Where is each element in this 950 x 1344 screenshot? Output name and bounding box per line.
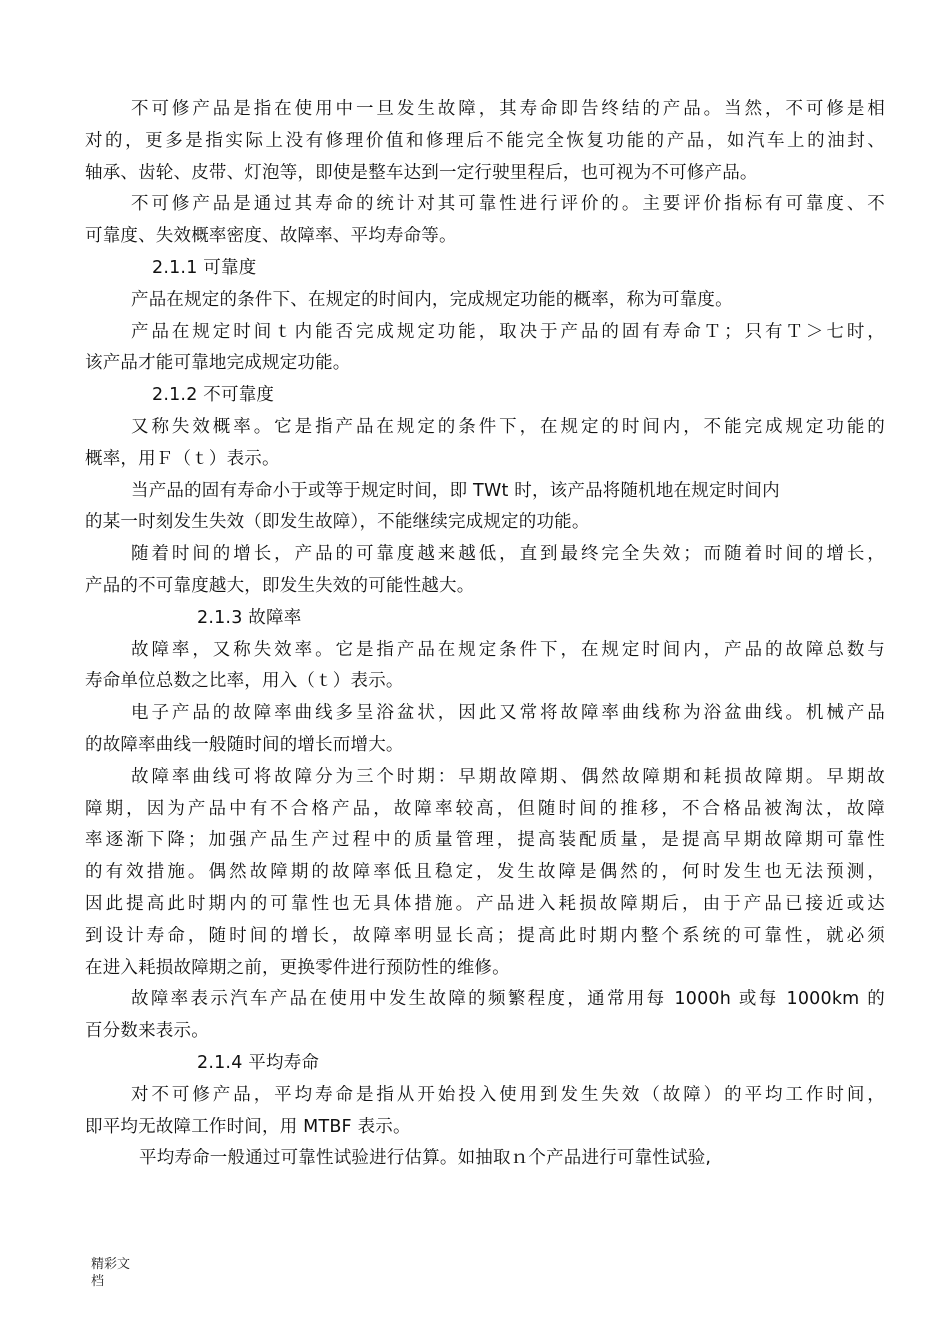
section-heading-2-1-2: 2.1.2 不可靠度 — [152, 385, 275, 406]
page-footer — [91, 1256, 130, 1290]
text-line: 故障率曲线可将故障分为三个时期：早期故障期、偶然故障期和耗损故障期。早期故 — [131, 766, 885, 787]
text-line: 障期，因为产品中有不合格产品，故障率较高，但随时间的推移，不合格品被淘汰，故障 — [85, 798, 885, 819]
text-line: 概率，用Ｆ（ｔ）表示。 — [85, 448, 280, 469]
text-line: 产品的不可靠度越大，即发生失效的可能性越大。 — [85, 575, 475, 596]
text-line: 对不可修产品，平均寿命是指从开始投入使用到发生失效（故障）的平均工作时间， — [131, 1084, 885, 1105]
text-line: 故障率，又称失效率。它是指产品在规定条件下，在规定时间内，产品的故障总数与 — [131, 639, 885, 660]
text-line: 产品在规定时间ｔ内能否完成规定功能，取决于产品的固有寿命Ｔ；只有Ｔ＞七时， — [131, 321, 885, 342]
text-line: 不可修产品是指在使用中一旦发生故障，其寿命即告终结的产品。当然，不可修是相 — [131, 99, 885, 119]
text-line: 产品在规定的条件下、在规定的时间内，完成规定功能的概率，称为可靠度。 — [131, 289, 733, 310]
text-line: 因此提高此时期内的可靠性也无具体措施。产品进入耗损故障期后，由于产品已接近或达 — [85, 893, 885, 914]
text-line: 当产品的固有寿命小于或等于规定时间，即 TWt 时，该产品将随机地在规定时间内 — [131, 480, 780, 501]
text-line: 百分数来表示。 — [85, 1021, 209, 1042]
footer-line: 档 — [91, 1274, 105, 1289]
text-line: 的有效措施。偶然故障期的故障率低且稳定，发生故障是偶然的，何时发生也无法预测， — [85, 862, 885, 883]
text-line: 的故障率曲线一般随时间的增长而增大。 — [85, 734, 404, 755]
text-line: 又称失效概率。它是指产品在规定的条件下，在规定的时间内，不能完成规定功能的 — [131, 416, 885, 437]
text-line: 电子产品的故障率曲线多呈浴盆状，因此又常将故障率曲线称为浴盆曲线。机械产品 — [131, 703, 885, 724]
text-line: 的某一时刻发生失效（即发生故障），不能继续完成规定的功能。 — [85, 512, 590, 533]
text-line: 率逐渐下降；加强产品生产过程中的质量管理，提高装配质量，是提高早期故障期可靠性 — [85, 830, 885, 851]
text-line: 随着时间的增长，产品的可靠度越来越低，直到最终完全失效；而随着时间的增长， — [131, 544, 885, 565]
text-line: 对的，更多是指实际上没有修理价值和修理后不能完全恢复功能的产品，如汽车上的油封、 — [85, 130, 885, 151]
section-heading-2-1-4: 2.1.4 平均寿命 — [197, 1052, 320, 1073]
text-line: 轴承、齿轮、皮带、灯泡等，即使是整车达到一定行驶里程后，也可视为不可修产品。 — [85, 162, 758, 183]
text-line: 到设计寿命，随时间的增长，故障率明显长高；提高此时期内整个系统的可靠性，就必须 — [85, 925, 885, 946]
document-body — [85, 94, 885, 1175]
text-line: 该产品才能可靠地完成规定功能。 — [85, 353, 351, 374]
text-line: 平均寿命一般通过可靠性试验进行估算。如抽取ｎ个产品进行可靠性试验, — [139, 1148, 712, 1169]
text-line: 不可修产品是通过其寿命的统计对其可靠性进行评价的。主要评价指标有可靠度、不 — [131, 194, 885, 215]
text-line: 可靠度、失效概率密度、故障率、平均寿命等。 — [85, 226, 457, 247]
section-heading-2-1-1: 2.1.1 可靠度 — [152, 257, 257, 278]
section-heading-2-1-3: 2.1.3 故障率 — [197, 607, 302, 628]
text-line: 故障率表示汽车产品在使用中发生故障的频繁程度，通常用每 1000h 或每 1000km 的 — [131, 989, 885, 1010]
footer-line: 精彩文 — [91, 1257, 131, 1272]
text-line: 在进入耗损故障期之前，更换零件进行预防性的维修。 — [85, 957, 510, 978]
text-line: 即平均无故障工作时间，用 MTBF 表示。 — [85, 1116, 411, 1137]
text-line: 寿命单位总数之比率，用入（ｔ）表示。 — [85, 671, 404, 692]
